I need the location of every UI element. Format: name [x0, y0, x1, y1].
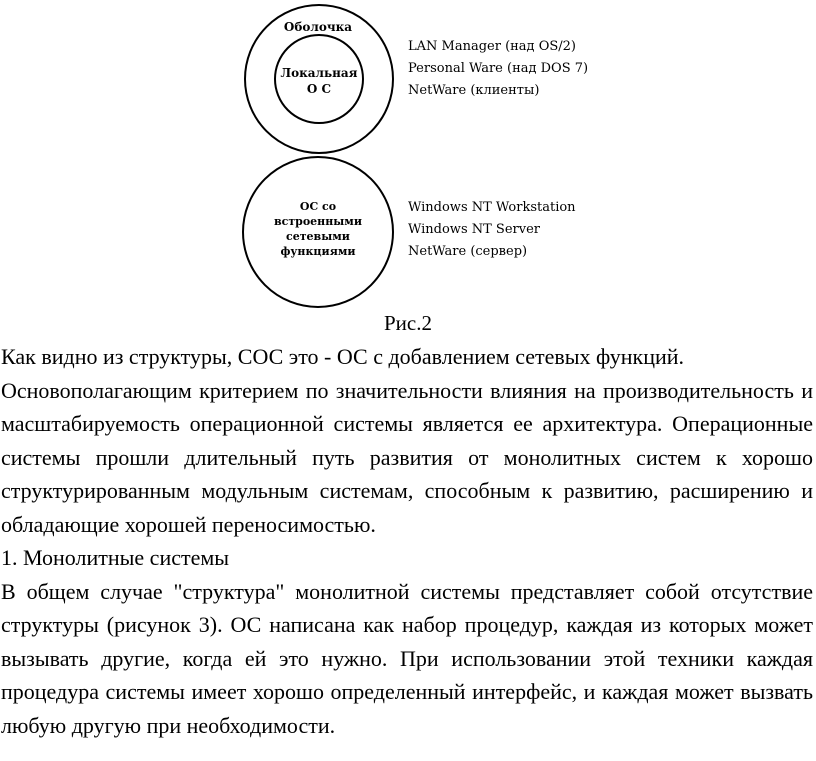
- bottom-list-item: Windows NT Workstation: [408, 200, 576, 215]
- document-body: [1, 340, 813, 742]
- bottom-list-item: NetWare (сервер): [408, 244, 528, 259]
- paragraph-architecture: Основополагающим критерием по значительности влияния на производительность и масштабируемость операционной системы является ее архитектура. Операционные системы прошли длительный путь развития от монолитных систем к хорошо структурированным модульным системам, способным к развитию, расширению и обладающие хорошей переносимостью.: [1, 377, 813, 537]
- network-os-label-line: функциями: [280, 245, 356, 258]
- paragraph-monolithic: В общем случае "структура" монолитной системы представляет собой отсутствие структуры (рисунок 3). ОС написана как набор процедур, каждая из которых может вызывать другие, когда ей это нужно. При использовании этой техники каждая процедура системы имеет хорошо определенный интерфейс, и каждая может вызвать любую другую при необходимости.: [1, 578, 813, 738]
- top-list-item: NetWare (клиенты): [408, 83, 540, 98]
- section-heading: 1. Монолитные системы: [1, 545, 230, 570]
- network-os-label-line: встроенными: [273, 215, 363, 228]
- figure-diagram: [0, 0, 816, 310]
- top-list-item: LAN Manager (над OS/2): [408, 39, 576, 54]
- network-os-label-line: ОС со: [299, 200, 337, 213]
- shell-label: Оболочка: [283, 20, 353, 34]
- top-list-item: Personal Ware (над DOS 7): [408, 61, 589, 76]
- figure-caption: Рис.2: [384, 311, 432, 335]
- intro-line: Как видно из структуры, СОС это - ОС с добавлением сетевых функций.: [1, 344, 685, 369]
- local-os-label-line2: О С: [306, 82, 332, 96]
- network-os-label-line: сетевыми: [286, 230, 350, 243]
- local-os-label-line1: Локальная: [280, 66, 358, 80]
- bottom-list-item: Windows NT Server: [408, 222, 540, 237]
